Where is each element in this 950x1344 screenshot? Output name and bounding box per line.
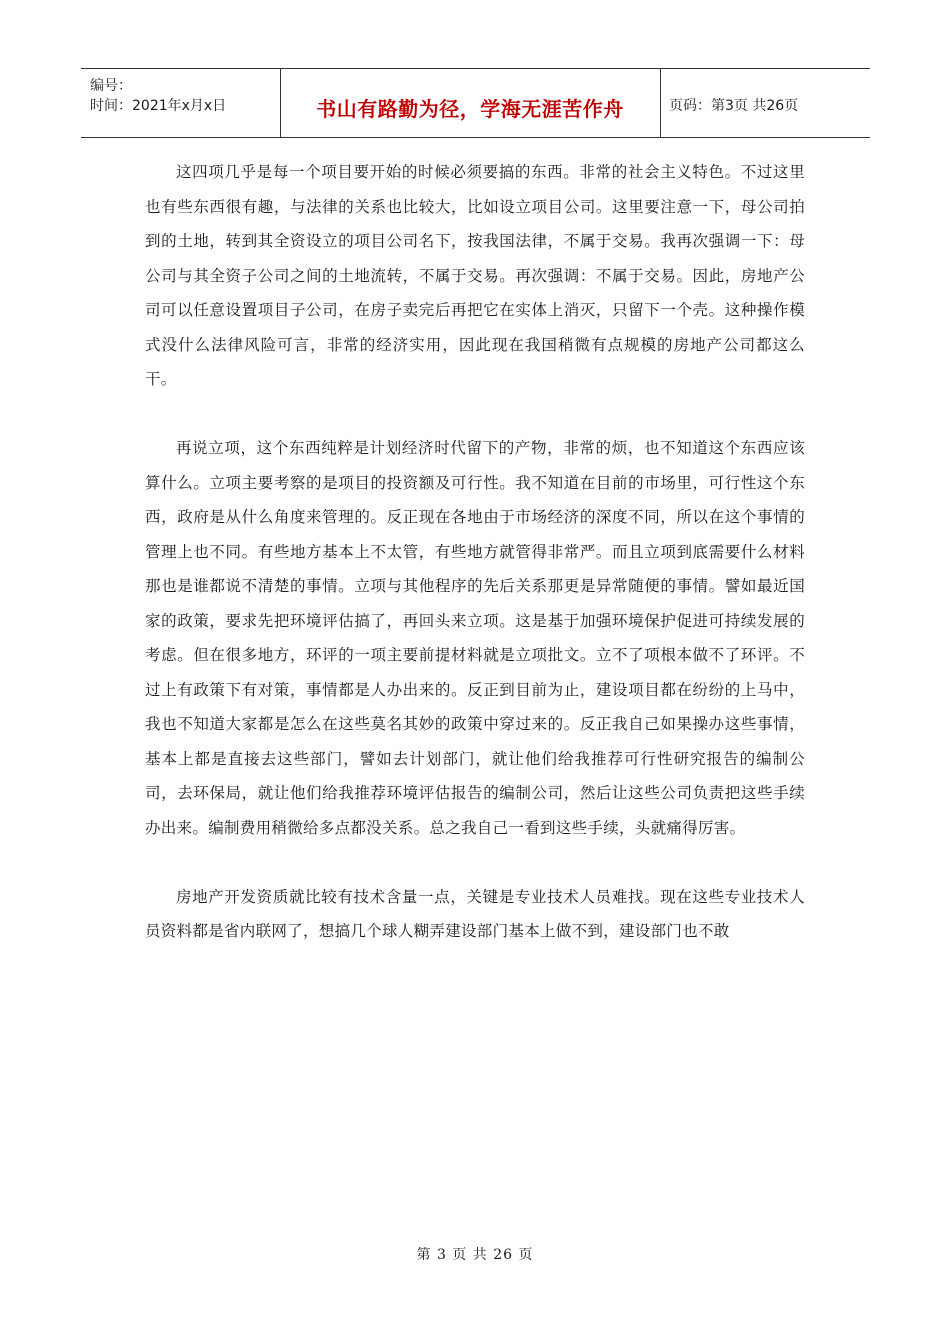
header-meta-cell	[81, 69, 281, 137]
document-code-label: 编号：	[90, 78, 132, 94]
page-footer: 第 3 页 共 26 页	[416, 1247, 534, 1263]
page-header	[81, 68, 870, 138]
header-page-code: 页码：第3页 共26页	[669, 98, 799, 114]
paragraph-project-company: 这四项几乎是每一个项目要开始的时候必须要搞的东西。非常的社会主义特色。不过这里也有些东西很有趣，与法律的关系也比较大，比如设立项目公司。这里要注意一下，母公司拍到的土地，转到其全资设立的项目公司名下，按我国法律，不属于交易。我再次强调一下：母公司与其全资子公司之间的土地流转，不属于交易。再次强调：不属于交易。因此，房地产公司可以任意设置项目子公司，在房子卖完后再把它在实体上消灭，只留下一个壳。这种操作模式没什么法律风险可言，非常的经济实用，因此现在我国稍微有点规模的房地产公司都这么干。	[145, 163, 805, 388]
header-motto: 书山有路勤为径，学海无涯苦作舟	[316, 97, 624, 121]
paragraph-project-approval: 再说立项，这个东西纯粹是计划经济时代留下的产物，非常的烦，也不知道这个东西应该算什么。立项主要考察的是项目的投资额及可行性。我不知道在目前的市场里，可行性这个东西，政府是从什么角度来管理的。反正现在各地由于市场经济的深度不同，所以在这个事情的管理上也不同。有些地方基本上不太管，有些地方就管得非常严。而且立项到底需要什么材料那也是谁都说不清楚的事情。立项与其他程序的先后关系那更是异常随便的事情。譬如最近国家的政策，要求先把环境评估搞了，再回头来立项。这是基于加强环境保护促进可持续发展的考虑。但在很多地方，环评的一项主要前提材料就是立项批文。立不了项根本做不了环评。不过上有政策下有对策，事情都是人办出来的。反正到目前为止，建设项目都在纷纷的上马中，我也不知道大家都是怎么在这些莫名其妙的政策中穿过来的。反正我自己如果操办这些事情，基本上都是直接去这些部门，譬如去计划部门，就让他们给我推荐可行性研究报告的编制公司，去环保局，就让他们给我推荐环境评估报告的编制公司，然后让这些公司负责把这些手续办出来。编制费用稍微给多点都没关系。总之我自己一看到这些手续，头就痛得厉害。	[145, 439, 805, 837]
document-date: 时间：2021年x月x日	[90, 98, 227, 114]
document-body	[145, 155, 805, 949]
header-motto-cell	[280, 69, 661, 137]
header-page-cell	[660, 69, 870, 137]
paragraph-development-qualification: 房地产开发资质就比较有技术含量一点，关键是专业技术人员难找。现在这些专业技术人员资料都是省内联网了，想搞几个球人糊弄建设部门基本上做不到，建设部门也不敢	[145, 887, 805, 940]
